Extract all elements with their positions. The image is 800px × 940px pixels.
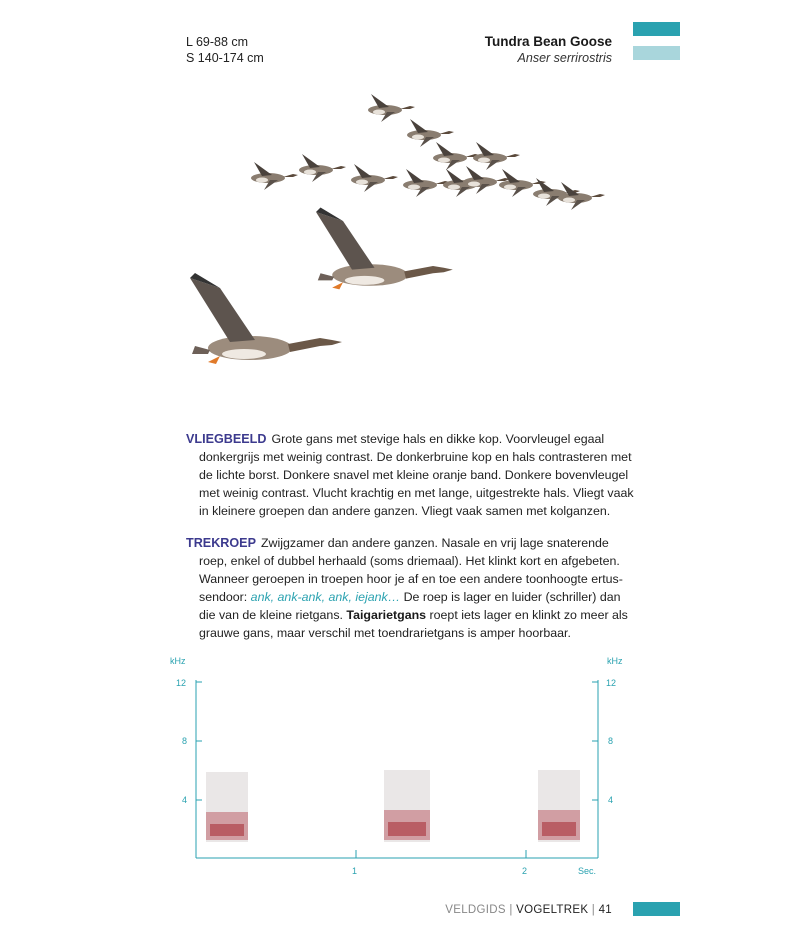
flying-geese-illustration xyxy=(180,70,620,390)
species-titles xyxy=(485,33,612,66)
y-tick-label-left: 8 xyxy=(182,736,188,746)
sonogram xyxy=(170,652,630,882)
footer-separator: | xyxy=(591,904,596,916)
y-tick-label-left: 12 xyxy=(176,678,187,688)
y-unit-left: kHz xyxy=(170,656,186,666)
vliegbeeld-heading: VLIEGBEELD xyxy=(186,432,267,446)
length-text: L 69-88 cm xyxy=(186,35,249,49)
vliegbeeld-line: donkergrijs met weinig contrast. De donkerbruine kop en hals contrasteren met xyxy=(199,450,632,464)
sonogram-call-3 xyxy=(538,770,580,842)
call-transcription: ank, ank-ank, ank, iejank… xyxy=(250,590,401,604)
y-tick-label-right: 8 xyxy=(608,736,614,746)
vliegbeeld-paragraph xyxy=(186,430,634,520)
footer-separator: | xyxy=(509,904,513,916)
measurements xyxy=(186,34,264,66)
sonogram-call-2 xyxy=(384,770,430,842)
taigarietgans-term: Taigarietgans xyxy=(346,608,427,622)
tab-marker-dark xyxy=(633,22,680,36)
y-tick-label-right: 4 xyxy=(608,795,614,805)
trekroep-line: Wanneer geroepen in troepen hoor je af en toe een andere toonhoogte ertus- xyxy=(199,572,623,586)
scientific-name: Anser serrirostris xyxy=(517,51,612,65)
y-tick-label-right: 12 xyxy=(606,678,617,688)
page-number: 41 xyxy=(598,904,612,916)
trekroep-heading: TREKROEP xyxy=(186,536,256,550)
x-tick-label: 1 xyxy=(352,866,358,876)
trekroep-line: roept iets lager en klinkt zo meer als xyxy=(426,608,628,622)
footer-section: VELDGIDS xyxy=(445,904,506,916)
trekroep-line: Zwijgzamer dan andere ganzen. Nasale en vrij lage snaterende xyxy=(260,536,609,550)
tab-marker-light xyxy=(633,46,680,60)
sonogram-call-1 xyxy=(206,772,248,842)
large-geese xyxy=(190,208,453,365)
vliegbeeld-line: de lichte borst. Donkere snavel met kleine oranje band. Donkere bovenvleugel xyxy=(199,468,629,482)
y-unit-right: kHz xyxy=(607,656,623,666)
trekroep-paragraph xyxy=(186,534,628,642)
page-footer xyxy=(445,902,612,918)
tab-marker-footer xyxy=(633,902,680,916)
trekroep-line: sendoor: xyxy=(199,590,251,604)
x-unit-label: Sec. xyxy=(578,866,597,876)
vliegbeeld-line: Grote gans met stevige hals en dikke kop. Voorvleugel egaal xyxy=(271,432,605,446)
footer-chapter: VOGELTREK xyxy=(516,904,589,916)
trekroep-line: roep, enkel of dubbel herhaald (soms driemaal). Het klinkt kort en afgebeten. xyxy=(199,554,620,568)
trekroep-line: die van de kleine rietgans. xyxy=(199,608,343,622)
trekroep-line: grauwe gans, maar verschil met toendrarietgans is amper hoorbaar. xyxy=(199,626,571,640)
vliegbeeld-line: in kleinere groepen dan andere ganzen. Vliegt vaak samen met kolganzen. xyxy=(199,504,611,518)
vliegbeeld-line: met weinig contrast. Vlucht krachtig en met lange, uitgestrekte hals. Vliegt vaak xyxy=(199,486,634,500)
goose-flock xyxy=(251,94,605,210)
english-name: Tundra Bean Goose xyxy=(484,34,612,49)
wingspan-text: S 140-174 cm xyxy=(186,51,264,65)
trekroep-line: De roep is lager en luider (schriller) dan xyxy=(400,590,621,604)
y-tick-label-left: 4 xyxy=(182,795,188,805)
x-tick-label: 2 xyxy=(522,866,528,876)
